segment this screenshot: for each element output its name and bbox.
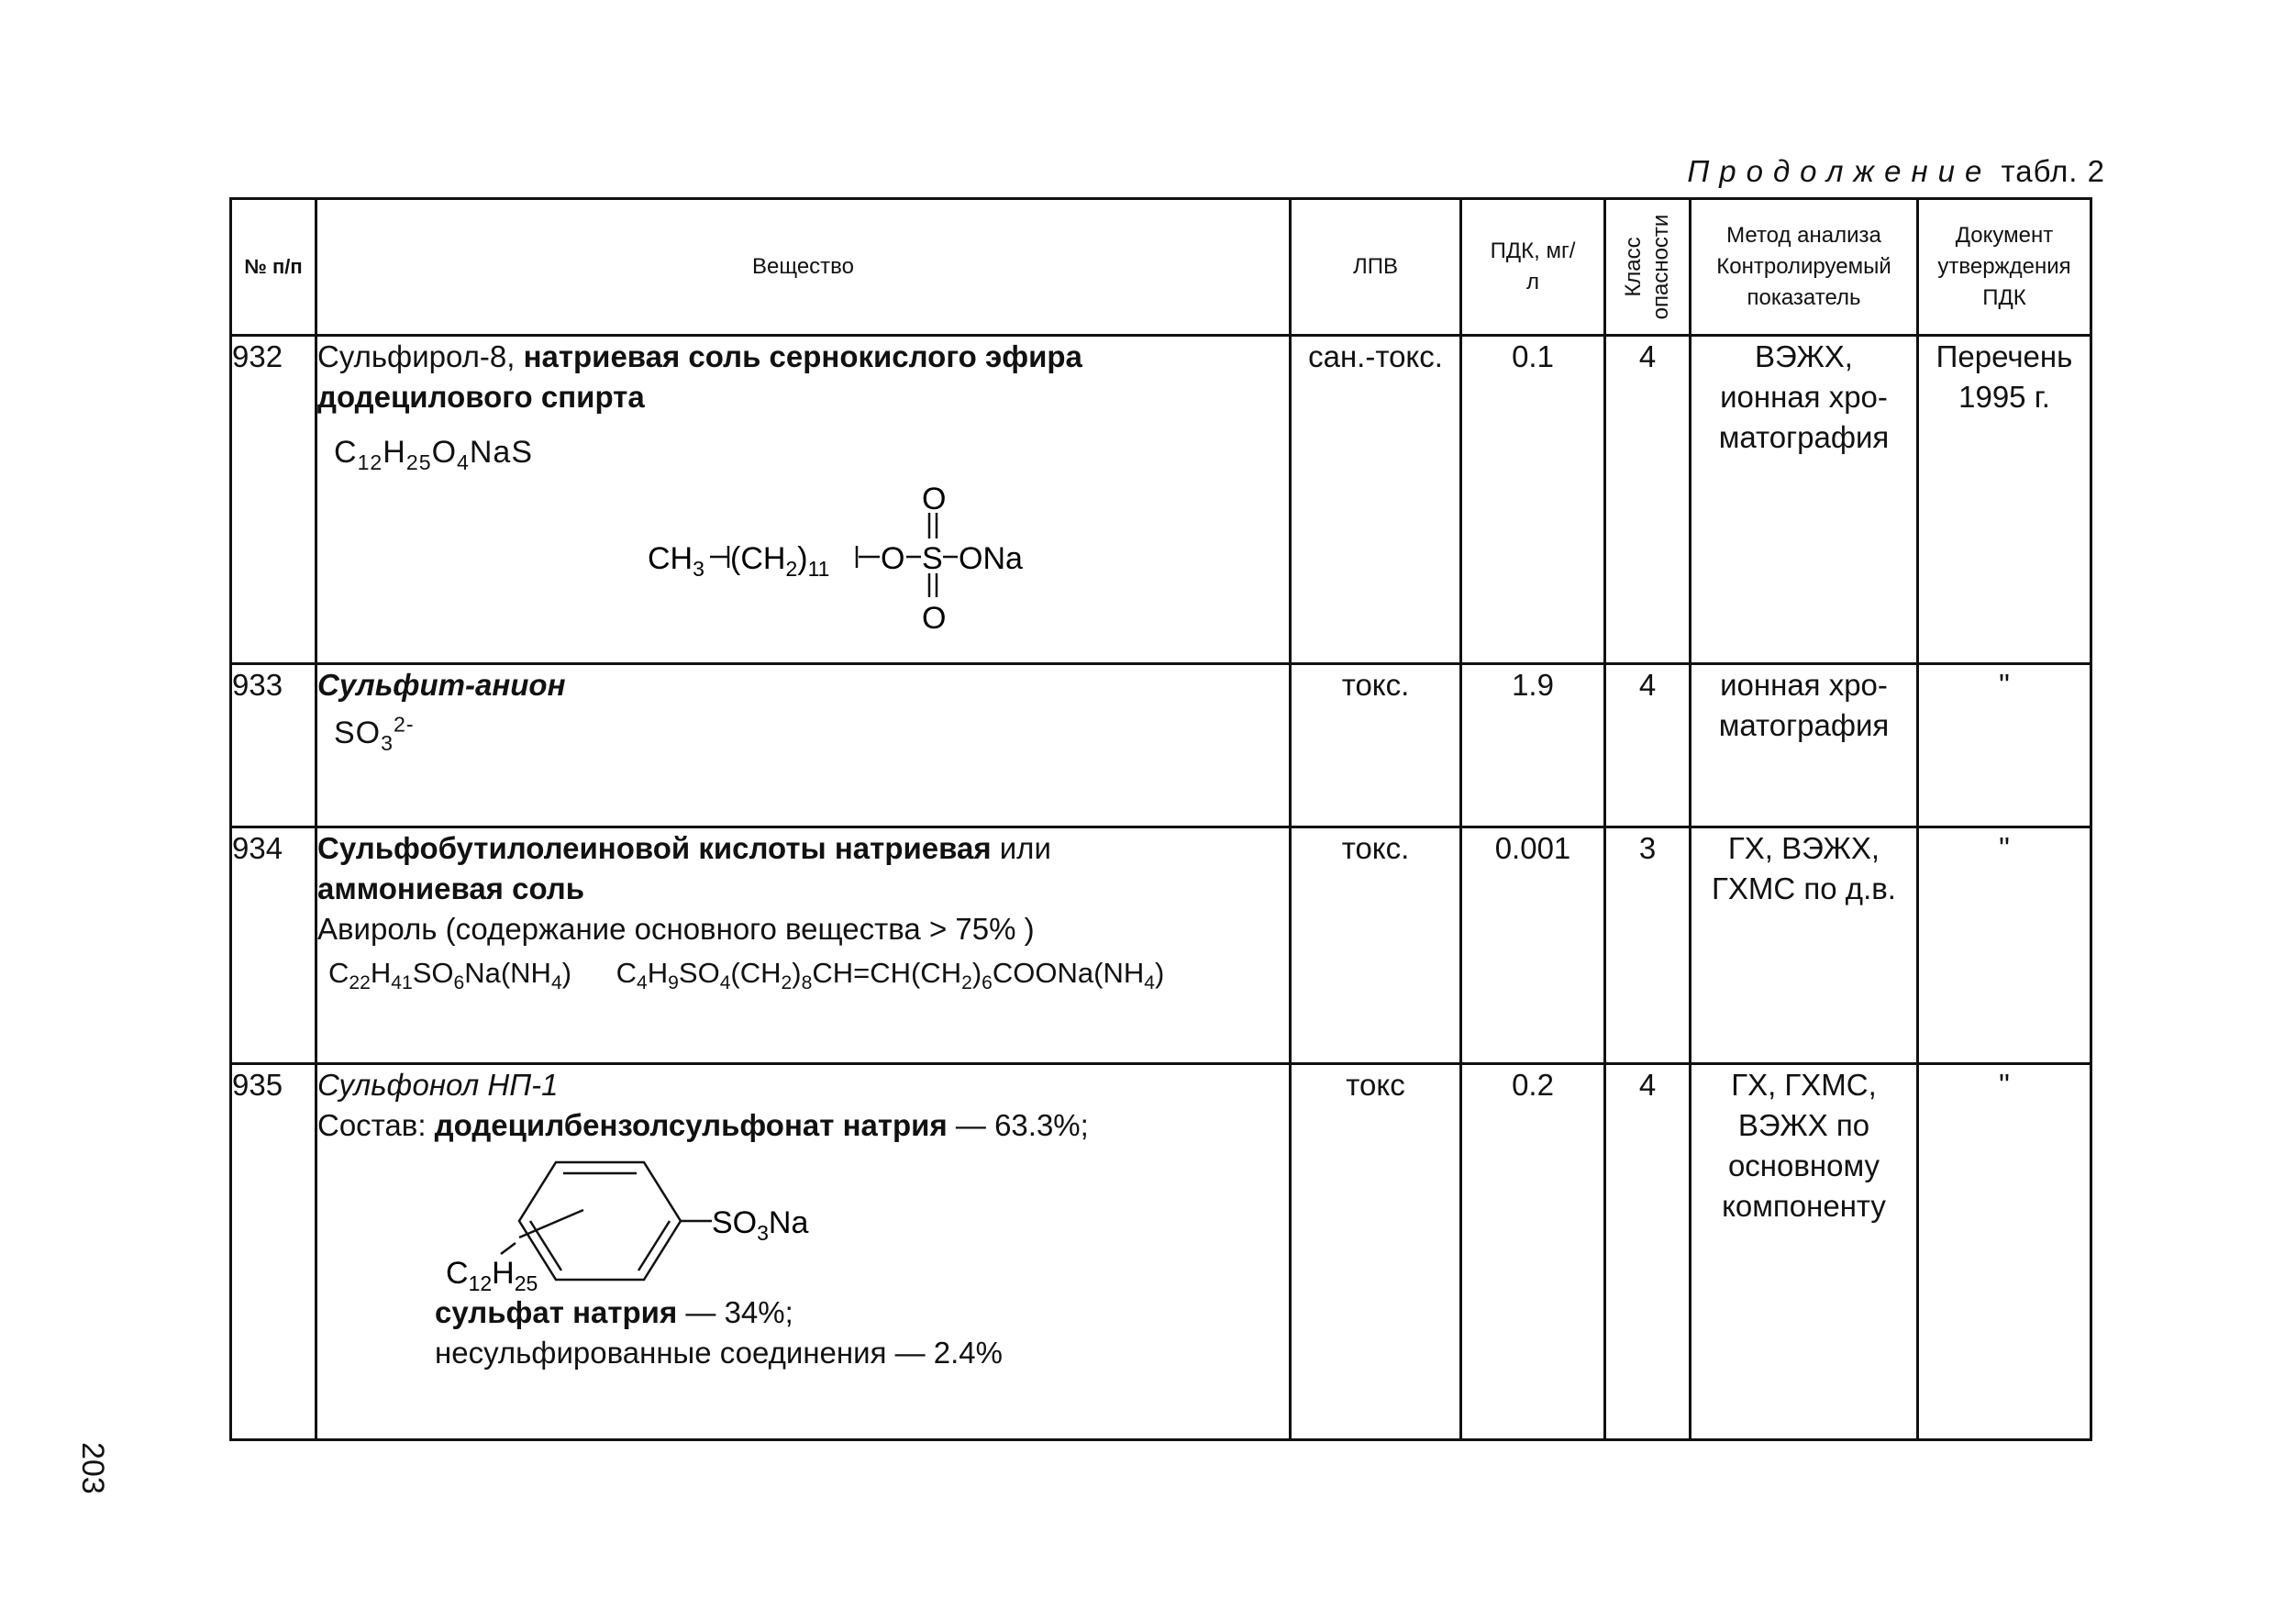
- page-number: 203: [75, 1442, 110, 1494]
- formula-2: $C_4H_9SO_4(CH_2)_8CH=CH(CH_2)_6COONa(NH_4)$: [616, 957, 1165, 994]
- substance-cell: [316, 827, 1291, 1064]
- substance-cell: [316, 1064, 1291, 1440]
- benzene-ring-structure: [446, 1155, 849, 1293]
- row-number: 934: [231, 827, 316, 1064]
- doc-cell: ": [1918, 664, 2091, 827]
- substance-name: Сульфонол НП-1: [317, 1068, 559, 1102]
- lpv-cell: сан.-токс.: [1291, 336, 1461, 664]
- substance-name: Сульфит-анион: [317, 668, 566, 702]
- lpv-cell: токс: [1291, 1064, 1461, 1440]
- header-hazard-text: Класс опасности: [1621, 214, 1673, 320]
- struct-ester-o: O: [881, 541, 905, 576]
- pdk-cell: 0.1: [1461, 336, 1605, 664]
- hazard-cell: 4: [1605, 664, 1691, 827]
- header-pdk: ПДК, мг/л: [1461, 199, 1605, 336]
- struct-chain: $(CH_2)_{11}$: [730, 541, 830, 581]
- ring-substituent: $SO_3Na$: [712, 1205, 809, 1245]
- table-row: [231, 664, 2091, 827]
- composition-label: Состав:: [317, 1108, 427, 1142]
- method-cell: ионная хро- матография: [1691, 664, 1918, 827]
- pdk-cell: 1.9: [1461, 664, 1605, 827]
- pdk-cell: 0.001: [1461, 827, 1605, 1064]
- hazard-cell: 4: [1605, 1064, 1691, 1440]
- row-number: 935: [231, 1064, 316, 1440]
- table-row: [231, 1064, 2091, 1440]
- substance-note: Авироль (содержание основного вещества > 75% ): [317, 912, 1035, 946]
- substance-name-part2: натриевая соль сернокислого эфира додецилового спирта: [317, 339, 1082, 414]
- composition-part3: несульфированные соединения — 2.4%: [435, 1336, 1003, 1370]
- header-doc: Документ утверждения ПДК: [1918, 199, 2091, 336]
- substance-cell: [316, 664, 1291, 827]
- header-method: Метод анализа Контролируемый показатель: [1691, 199, 1918, 336]
- doc-cell: Перечень 1995 г.: [1918, 336, 2091, 664]
- substance-cell: [316, 336, 1291, 664]
- substance-name-part1: Сульфирол-8,: [317, 339, 516, 373]
- substance-name-bold-2: аммониевая соль: [317, 871, 585, 905]
- continuation-word: Продолжение: [1687, 154, 1992, 188]
- table-continuation-label: [1687, 154, 2105, 189]
- method-cell: ВЭЖХ, ионная хро- матография: [1691, 336, 1918, 664]
- composition-main-pct: — 63.3%;: [955, 1108, 1089, 1142]
- row-number: 933: [231, 664, 316, 827]
- header-num: № п/п: [231, 199, 316, 336]
- substance-formula: $C_{12}H_{25}O_4NaS$: [334, 435, 534, 474]
- composition-part2: сульфат натрия: [435, 1295, 678, 1329]
- doc-cell: ": [1918, 827, 2091, 1064]
- table-header-row: [231, 199, 2091, 336]
- lpv-cell: токс.: [1291, 664, 1461, 827]
- lpv-cell: токс.: [1291, 827, 1461, 1064]
- struct-ch3: $CH_3$: [648, 541, 704, 581]
- row-number: 932: [231, 336, 316, 664]
- substance-formulas: [328, 953, 1289, 993]
- hazard-cell: 4: [1605, 336, 1691, 664]
- doc-cell: ": [1918, 1064, 2091, 1440]
- pdk-cell: 0.2: [1461, 1064, 1605, 1440]
- hazard-cell: 3: [1605, 827, 1691, 1064]
- continuation-table-ref: табл. 2: [2001, 154, 2105, 188]
- substance-name-bold: Сульфобутилолеиновой кислоты натриевая: [317, 831, 992, 865]
- struct-top-oxygen: O: [922, 482, 947, 516]
- struct-sulfur: S: [922, 541, 943, 576]
- formula-1: $C_{22}H_{41}SO_6Na(NH_4)$: [328, 957, 572, 994]
- substance-formula: $SO_3^{2-}$: [334, 712, 415, 755]
- header-hazard-class: [1605, 199, 1691, 336]
- struct-ona: ONa: [959, 541, 1023, 576]
- ring-alkyl: $C_{12}H_{25}$: [446, 1256, 538, 1293]
- composition-part2-pct: — 34%;: [685, 1295, 793, 1329]
- table-row: [231, 336, 2091, 664]
- structural-formula-932: [638, 472, 1097, 647]
- substances-table: [229, 197, 2092, 1441]
- method-cell: ГХ, ВЭЖХ, ГХМС по д.в.: [1691, 827, 1918, 1064]
- struct-bottom-oxygen: O: [922, 601, 947, 636]
- substance-name-or: или: [999, 831, 1051, 865]
- header-lpv: ЛПВ: [1291, 199, 1461, 336]
- header-substance: Вещество: [316, 199, 1291, 336]
- method-cell: ГХ, ГХМС, ВЭЖХ по основному компоненту: [1691, 1064, 1918, 1440]
- table-row: [231, 827, 2091, 1064]
- composition-main: додецилбензолсульфонат натрия: [434, 1108, 948, 1142]
